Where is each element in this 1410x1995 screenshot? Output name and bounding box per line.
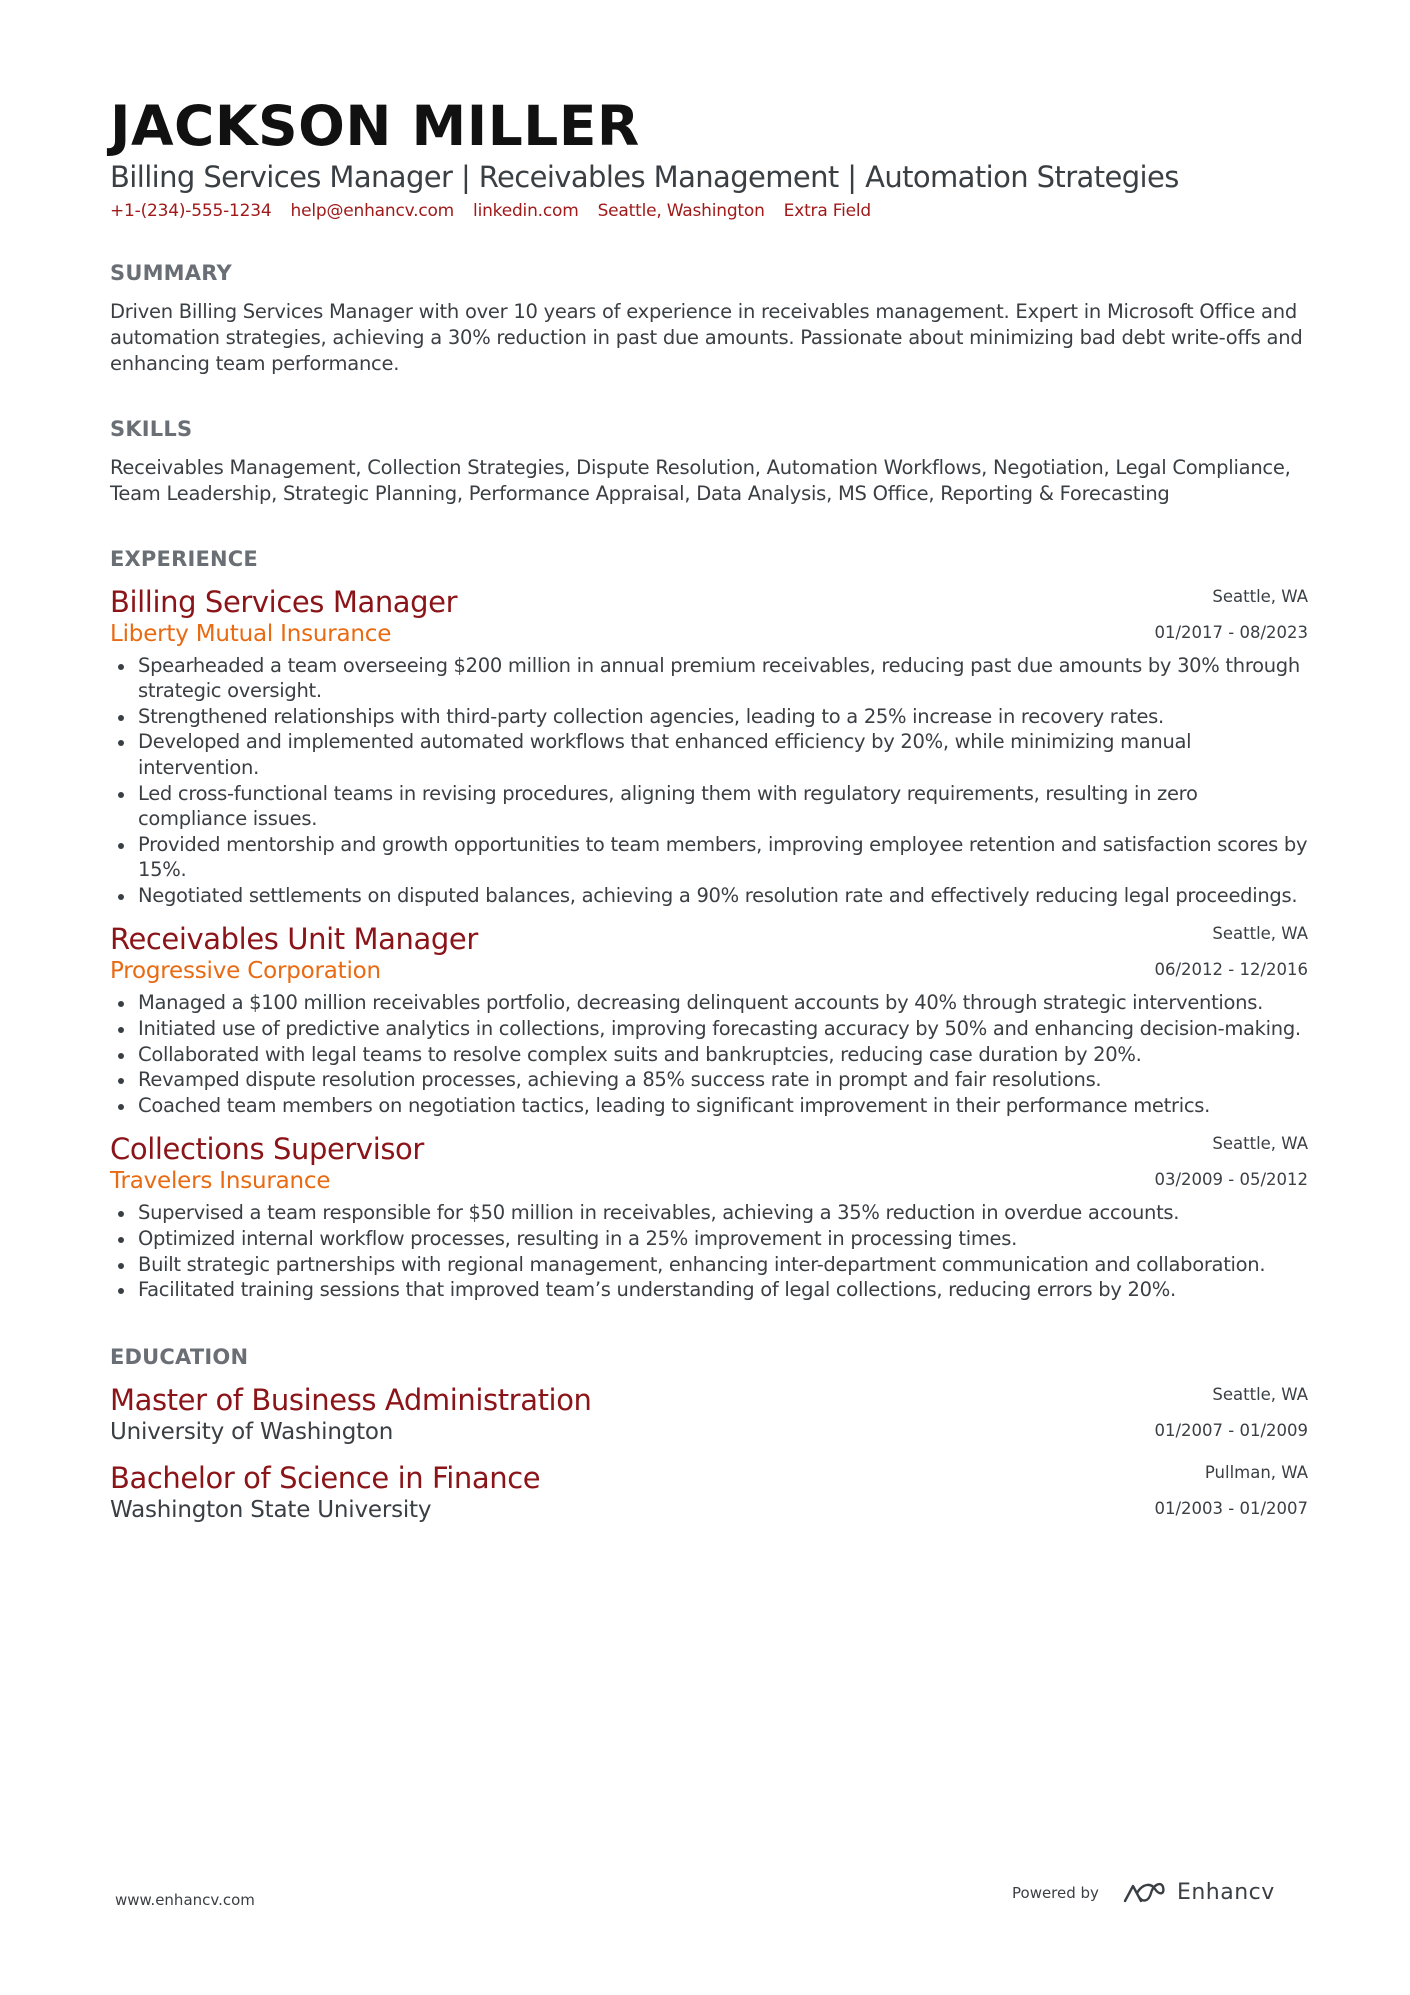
- entry-header: [110, 922, 1308, 986]
- contact-bar: [110, 201, 1308, 221]
- list-item: Led cross-functional teams in revising procedures, aligning them with regulatory requirements, resulting in zero compliance issues.: [110, 781, 1308, 832]
- section-title-summary: SUMMARY: [110, 260, 232, 285]
- job-dates: 06/2012 - 12/2016: [1154, 960, 1308, 980]
- entry-meta: [1154, 924, 1308, 980]
- experience-entry: [110, 922, 1308, 1118]
- list-item: Managed a $100 million receivables portfolio, decreasing delinquent accounts by 40% through strategic interventions.: [110, 990, 1308, 1016]
- skills-section: [110, 417, 1308, 507]
- candidate-headline: Billing Services Manager | Receivables Management | Automation Strategies: [110, 159, 1179, 194]
- contact-extra: Extra Field: [783, 200, 871, 221]
- list-item: Built strategic partnerships with regional management, enhancing inter-department communication and collaboration.: [110, 1252, 1308, 1278]
- job-bullets: [110, 653, 1308, 909]
- entry-meta: [1154, 1385, 1308, 1441]
- entry-header: [110, 1461, 1308, 1525]
- brand-name: Enhancv: [1176, 1880, 1275, 1905]
- list-item: Coached team members on negotiation tactics, leading to significant improvement in their performance metrics.: [110, 1093, 1308, 1119]
- list-item: Strengthened relationships with third-party collection agencies, leading to a 25% increase in recovery rates.: [110, 704, 1308, 730]
- experience-entry: [110, 1132, 1308, 1302]
- entry-header: [110, 585, 1308, 649]
- footer-website[interactable]: www.enhancv.com: [115, 1891, 255, 1909]
- education-entry: [110, 1383, 1308, 1447]
- summary-section: [110, 261, 1308, 377]
- job-bullets: [110, 1200, 1308, 1302]
- school-location: Seattle, WA: [1212, 1384, 1308, 1404]
- list-item: Collaborated with legal teams to resolve complex suits and bankruptcies, reducing case duration by 20%.: [110, 1042, 1308, 1068]
- job-title: Collections Supervisor: [110, 1132, 424, 1167]
- skills-text: Receivables Management, Collection Strategies, Dispute Resolution, Automation Workflows, Negotiation, Legal Compliance, Team Leadership, Strategic Planning, Performance Appraisal, Data Analysis, MS Office, Reporting & Forecasting: [110, 455, 1291, 505]
- list-item: Spearheaded a team overseeing $200 million in annual premium receivables, reducing past due amounts by 30% through strategic oversight.: [110, 653, 1308, 704]
- school-name: Washington State University: [110, 1496, 432, 1523]
- experience-entry: [110, 585, 1308, 909]
- job-dates: 01/2017 - 08/2023: [1154, 622, 1308, 642]
- resume-page: [110, 94, 1308, 1525]
- section-title-skills: SKILLS: [110, 416, 193, 441]
- education-section: [110, 1345, 1308, 1525]
- entry-header: [110, 1132, 1308, 1196]
- job-title: Receivables Unit Manager: [110, 922, 478, 957]
- summary-text: Driven Billing Services Manager with over 10 years of experience in receivables management. Expert in Microsoft Office and automation strategies, achieving a 30% reduction in past due amounts. Passionate about minimizing bad debt write-offs and enhancing team performance.: [110, 299, 1303, 375]
- contact-location: Seattle, Washington: [597, 200, 765, 221]
- company-name: Travelers Insurance: [110, 1168, 331, 1195]
- footer-branding: [1012, 1880, 1275, 1905]
- list-item: Optimized internal workflow processes, resulting in a 25% improvement in processing times.: [110, 1226, 1308, 1252]
- experience-section: [110, 547, 1308, 1303]
- education-entry: [110, 1461, 1308, 1525]
- entry-meta: [1154, 1134, 1308, 1190]
- section-title-education: EDUCATION: [110, 1344, 249, 1369]
- brand-link[interactable]: [1121, 1880, 1275, 1905]
- entry-header: [110, 1383, 1308, 1447]
- job-title: Billing Services Manager: [110, 584, 458, 619]
- contact-phone[interactable]: +1-(234)-555-1234: [110, 200, 272, 221]
- degree-title: Master of Business Administration: [110, 1382, 592, 1417]
- section-title-experience: EXPERIENCE: [110, 546, 258, 571]
- job-bullets: [110, 990, 1308, 1118]
- job-location: Seattle, WA: [1212, 1134, 1308, 1154]
- company-name: Progressive Corporation: [110, 958, 381, 985]
- school-name: University of Washington: [110, 1418, 394, 1445]
- contact-email[interactable]: help@enhancv.com: [290, 200, 455, 221]
- company-name: Liberty Mutual Insurance: [110, 620, 392, 647]
- job-dates: 03/2009 - 05/2012: [1154, 1170, 1308, 1190]
- school-dates: 01/2003 - 01/2007: [1154, 1498, 1308, 1518]
- job-location: Seattle, WA: [1212, 924, 1308, 944]
- job-location: Seattle, WA: [1212, 586, 1308, 606]
- enhancv-logo-icon: [1121, 1881, 1167, 1905]
- entry-meta: [1154, 587, 1308, 643]
- list-item: Provided mentorship and growth opportunities to team members, improving employee retention and satisfaction scores by 15%.: [110, 832, 1308, 883]
- contact-linkedin[interactable]: linkedin.com: [473, 200, 579, 221]
- list-item: Initiated use of predictive analytics in collections, improving forecasting accuracy by 50% and enhancing decision-making.: [110, 1016, 1308, 1042]
- powered-by-label: Powered by: [1012, 1883, 1099, 1902]
- entry-meta: [1154, 1463, 1308, 1519]
- list-item: Developed and implemented automated workflows that enhanced efficiency by 20%, while minimizing manual intervention.: [110, 729, 1308, 780]
- list-item: Supervised a team responsible for $50 million in receivables, achieving a 35% reduction in overdue accounts.: [110, 1200, 1308, 1226]
- candidate-name: JACKSON MILLER: [110, 94, 640, 158]
- school-dates: 01/2007 - 01/2009: [1154, 1420, 1308, 1440]
- school-location: Pullman, WA: [1204, 1462, 1308, 1482]
- list-item: Negotiated settlements on disputed balances, achieving a 90% resolution rate and effectively reducing legal proceedings.: [110, 883, 1308, 909]
- list-item: Facilitated training sessions that improved team’s understanding of legal collections, reducing errors by 20%.: [110, 1277, 1308, 1303]
- list-item: Revamped dispute resolution processes, achieving a 85% success rate in prompt and fair resolutions.: [110, 1067, 1308, 1093]
- degree-title: Bachelor of Science in Finance: [110, 1460, 541, 1495]
